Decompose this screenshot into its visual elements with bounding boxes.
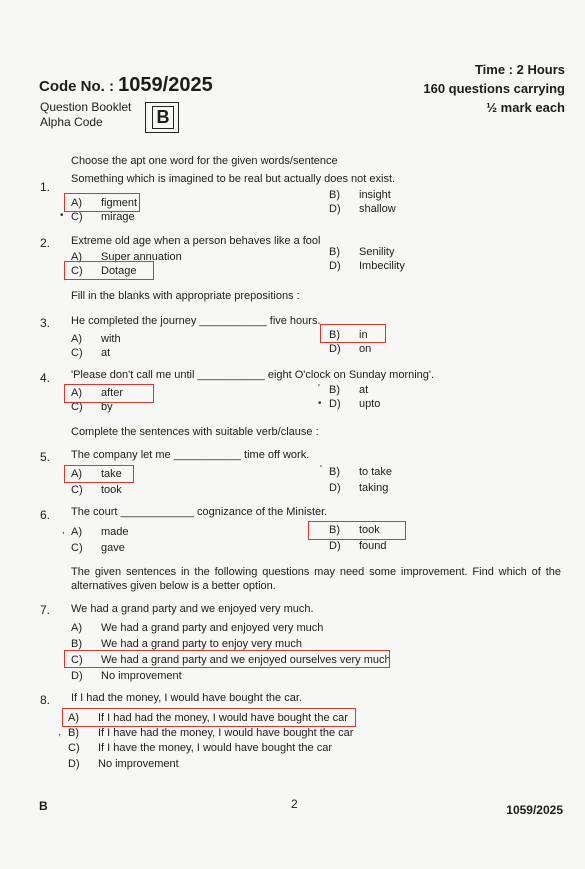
question-number: 1. bbox=[40, 180, 51, 194]
option-a[interactable]: A) with bbox=[71, 333, 121, 345]
pencil-dot: ' bbox=[318, 383, 320, 394]
option-d[interactable]: D) upto bbox=[329, 398, 381, 410]
option-c[interactable]: C) mirage bbox=[71, 211, 135, 223]
option-a[interactable]: A) take bbox=[71, 468, 122, 480]
option-b[interactable]: B) to take bbox=[329, 466, 393, 478]
section-instruction: The given sentences in the following questions may need some improvement. Find which of the alternatives given below is a better option. bbox=[71, 566, 561, 592]
option-b[interactable]: B) in bbox=[329, 329, 368, 341]
option-a[interactable]: A) figment bbox=[71, 197, 138, 209]
answer-mark bbox=[64, 465, 134, 483]
section-instruction: Fill in the blanks with appropriate prepositions : bbox=[71, 290, 300, 302]
option-a[interactable]: A) made bbox=[71, 526, 129, 538]
option-a[interactable]: A) Super annuation bbox=[71, 251, 182, 263]
marks-info: ½ mark each bbox=[486, 100, 565, 115]
question-number: 6. bbox=[40, 508, 51, 522]
option-c[interactable]: C) at bbox=[71, 347, 111, 359]
pencil-dot: ' bbox=[320, 464, 322, 475]
option-b[interactable]: B) took bbox=[329, 524, 380, 536]
code-number: Code No. : 1059/2025 bbox=[39, 74, 213, 96]
code-value: 1059/2025 bbox=[118, 74, 213, 96]
answer-mark bbox=[62, 708, 356, 727]
option-d[interactable]: D) found bbox=[329, 540, 387, 552]
pencil-dot: , bbox=[58, 727, 61, 738]
question-number: 8. bbox=[40, 693, 51, 707]
exam-info bbox=[423, 60, 565, 117]
time-limit: Time : 2 Hours bbox=[474, 62, 565, 77]
option-c[interactable]: C) took bbox=[71, 484, 122, 496]
footer-alpha-code: B bbox=[39, 799, 48, 813]
option-c[interactable]: C) gave bbox=[71, 542, 125, 554]
section-instruction: Complete the sentences with suitable verb/clause : bbox=[71, 426, 319, 438]
option-b[interactable]: B) at bbox=[329, 384, 369, 396]
question-number: 3. bbox=[40, 316, 51, 330]
option-d[interactable]: D) shallow bbox=[329, 203, 396, 215]
answer-mark bbox=[64, 384, 154, 403]
answer-mark bbox=[64, 650, 390, 668]
question-text: Something which is imagined to be real but actually does not exist. bbox=[71, 173, 396, 185]
option-d[interactable]: D) taking bbox=[329, 482, 389, 494]
section-instruction: Choose the apt one word for the given words/sentence bbox=[71, 155, 338, 167]
question-count: 160 questions carrying bbox=[423, 81, 565, 96]
option-d[interactable]: D) No improvement bbox=[68, 758, 179, 770]
page-number: 2 bbox=[291, 797, 298, 811]
option-d[interactable]: D) on bbox=[329, 343, 372, 355]
question-number: 4. bbox=[40, 371, 51, 385]
answer-mark bbox=[64, 261, 154, 280]
option-c[interactable]: C) by bbox=[71, 401, 113, 413]
answer-mark bbox=[64, 193, 140, 212]
option-a[interactable]: A) after bbox=[71, 387, 124, 399]
pencil-dot: , bbox=[62, 525, 65, 536]
question-text: If I had the money, I would have bought the car. bbox=[71, 692, 302, 704]
pencil-dot: • bbox=[318, 398, 322, 409]
option-c[interactable]: C) If I have the money, I would have bought the car bbox=[68, 742, 332, 754]
question-text: 'Please don't call me until ___________ eight O'clock on Sunday morning'. bbox=[71, 369, 435, 381]
option-a[interactable]: A) We had a grand party and enjoyed very much bbox=[71, 622, 324, 634]
question-text: He completed the journey ___________ five hours. bbox=[71, 315, 321, 327]
answer-mark bbox=[308, 521, 406, 540]
footer-code-number: 1059/2025 bbox=[506, 803, 563, 817]
question-text: The court ____________ cognizance of the Minister. bbox=[71, 506, 328, 518]
alpha-code-box bbox=[145, 102, 179, 133]
option-b[interactable]: B) insight bbox=[329, 189, 391, 201]
option-b[interactable]: B) If I have had the money, I would have bought the car bbox=[68, 727, 354, 739]
alpha-code: B bbox=[152, 106, 174, 129]
option-a[interactable]: A) If I had had the money, I would have bought the car bbox=[68, 712, 348, 724]
pencil-dot: • bbox=[60, 210, 64, 221]
option-c[interactable]: C) We had a grand party and we enjoyed ourselves very much bbox=[71, 654, 391, 666]
question-text: Extreme old age when a person behaves like a fool bbox=[71, 235, 321, 247]
question-number: 7. bbox=[40, 603, 51, 617]
answer-mark bbox=[320, 324, 386, 343]
question-number: 5. bbox=[40, 450, 51, 464]
question-number: 2. bbox=[40, 236, 51, 250]
option-b[interactable]: B) Senility bbox=[329, 246, 395, 258]
booklet-label: Question Booklet Alpha Code bbox=[40, 100, 132, 129]
question-text: We had a grand party and we enjoyed very much. bbox=[71, 603, 314, 615]
question-text: The company let me ___________ time off work. bbox=[71, 449, 310, 461]
option-b[interactable]: B) We had a grand party to enjoy very much bbox=[71, 638, 302, 650]
option-d[interactable]: D) No improvement bbox=[71, 670, 182, 682]
option-c[interactable]: C) Dotage bbox=[71, 265, 137, 277]
option-d[interactable]: D) Imbecility bbox=[329, 260, 405, 272]
